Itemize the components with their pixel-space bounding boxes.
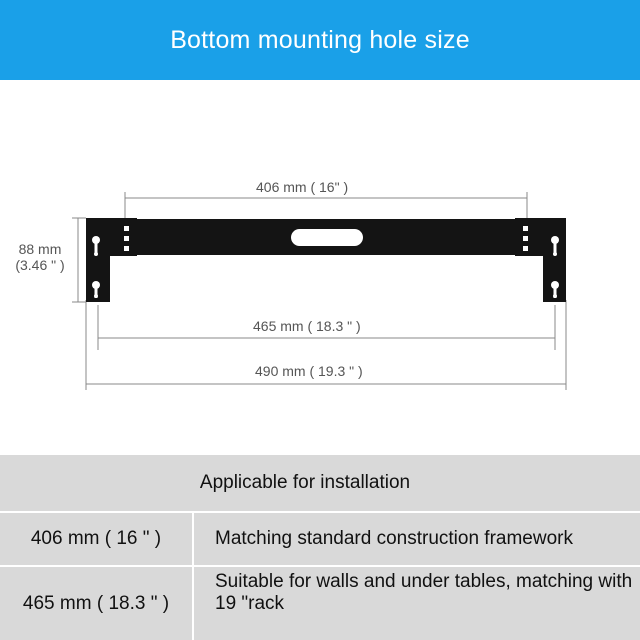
column-divider: [192, 511, 194, 640]
page-title: Bottom mounting hole size: [170, 25, 470, 54]
table-row-1-size: 406 mm ( 16 " ): [30, 528, 162, 549]
table-row-2-description: Suitable for walls and under tables, matching with 19 "rack: [215, 571, 633, 614]
installation-table: [0, 455, 640, 640]
table-row-1-description: Matching standard construction framework: [215, 528, 573, 549]
table-header: Applicable for installation: [199, 472, 411, 493]
dim-label-88-in: (3.46 " ): [15, 257, 65, 273]
dim-label-88: [8, 241, 72, 273]
title-banner: [0, 0, 640, 80]
dim-label-490: 490 mm ( 19.3 " ): [251, 363, 367, 379]
bracket-drawing: [0, 80, 640, 455]
handle-slot: [291, 229, 363, 246]
dim-label-406: 406 mm ( 16" ): [252, 179, 352, 195]
bracket-left-ear: [86, 218, 137, 302]
table-row-2-size: 465 mm ( 18.3 " ): [22, 592, 170, 614]
dim-label-465: 465 mm ( 18.3 " ): [249, 318, 365, 334]
bracket-diagram: [0, 80, 640, 455]
bracket-right-ear: [515, 218, 566, 302]
dim-label-88-mm: 88 mm: [18, 241, 62, 257]
